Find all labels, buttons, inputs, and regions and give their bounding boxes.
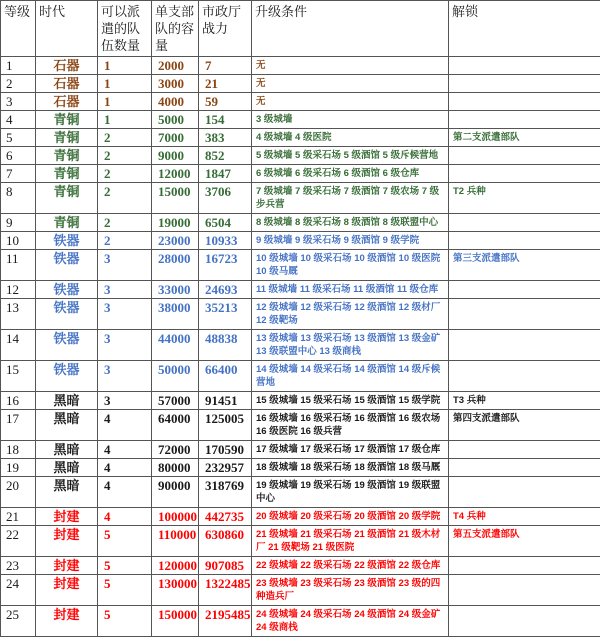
cell-troop-capacity: 100000 bbox=[152, 508, 199, 526]
cell-unlock: T3 兵种 bbox=[449, 392, 600, 410]
table-row bbox=[1, 508, 600, 526]
cell-unlock bbox=[449, 459, 600, 477]
cell-upgrade-conditions: 6 级城墙 6 级采石场 6 级酒馆 6 级仓库 bbox=[252, 165, 449, 183]
cell-era: 封建 bbox=[36, 526, 98, 557]
cell-cityhall-power: 1847 bbox=[199, 165, 252, 183]
cell-troop-capacity: 57000 bbox=[152, 392, 199, 410]
cell-upgrade-conditions: 19 级城墙 19 级采石场 19 级酒馆 19 级联盟中心 bbox=[252, 477, 449, 508]
table-row bbox=[1, 165, 600, 183]
cell-troop-count: 1 bbox=[98, 75, 152, 93]
cell-troop-count: 3 bbox=[98, 299, 152, 330]
cell-upgrade-conditions: 23 级城墙 23 级采石场 23 级酒馆 23 级的四种造兵厂 bbox=[252, 575, 449, 606]
cell-troop-count: 4 bbox=[98, 477, 152, 508]
table-row bbox=[1, 392, 600, 410]
cell-troop-count: 4 bbox=[98, 508, 152, 526]
table-body bbox=[1, 57, 600, 637]
table-row bbox=[1, 361, 600, 392]
header-cityhall-power: 市政厅战力 bbox=[199, 1, 252, 57]
cell-troop-capacity: 80000 bbox=[152, 459, 199, 477]
cell-unlock bbox=[449, 575, 600, 606]
cell-troop-capacity: 19000 bbox=[152, 214, 199, 232]
cell-unlock bbox=[449, 214, 600, 232]
table-row bbox=[1, 441, 600, 459]
cell-level: 11 bbox=[1, 250, 36, 281]
table-row bbox=[1, 526, 600, 557]
cell-upgrade-conditions: 7 级城墙 7 级采石场 7 级酒馆 7 级农场 7 级步兵营 bbox=[252, 183, 449, 214]
cell-era: 封建 bbox=[36, 557, 98, 575]
cell-unlock bbox=[449, 361, 600, 392]
cell-troop-count: 5 bbox=[98, 526, 152, 557]
cell-troop-count: 3 bbox=[98, 330, 152, 361]
cell-troop-capacity: 90000 bbox=[152, 477, 199, 508]
cell-cityhall-power: 3706 bbox=[199, 183, 252, 214]
cell-era: 黑暗 bbox=[36, 459, 98, 477]
cell-level: 21 bbox=[1, 508, 36, 526]
cell-troop-capacity: 110000 bbox=[152, 526, 199, 557]
cell-cityhall-power: 442735 bbox=[199, 508, 252, 526]
cell-troop-capacity: 4000 bbox=[152, 93, 199, 111]
cell-era: 青铜 bbox=[36, 147, 98, 165]
table-row bbox=[1, 330, 600, 361]
cell-era: 黑暗 bbox=[36, 410, 98, 441]
cell-era: 封建 bbox=[36, 575, 98, 606]
cell-troop-capacity: 120000 bbox=[152, 557, 199, 575]
header-era: 时代 bbox=[36, 1, 98, 57]
table-row bbox=[1, 93, 600, 111]
cell-troop-count: 1 bbox=[98, 93, 152, 111]
cell-unlock bbox=[449, 147, 600, 165]
cell-troop-count: 5 bbox=[98, 606, 152, 637]
cell-upgrade-conditions: 13 级城墙 13 级采石场 13 级酒馆 13 级金矿 13 级联盟中心 13 级商栈 bbox=[252, 330, 449, 361]
cell-cityhall-power: 35213 bbox=[199, 299, 252, 330]
header-level: 等级 bbox=[1, 1, 36, 57]
cell-era: 青铜 bbox=[36, 214, 98, 232]
cell-troop-count: 4 bbox=[98, 410, 152, 441]
cell-cityhall-power: 24693 bbox=[199, 281, 252, 299]
cell-unlock: T4 兵种 bbox=[449, 508, 600, 526]
cell-upgrade-conditions: 8 级城墙 8 级采石场 8 级酒馆 8 级联盟中心 bbox=[252, 214, 449, 232]
cell-troop-capacity: 44000 bbox=[152, 330, 199, 361]
table-row bbox=[1, 75, 600, 93]
cell-unlock: 第四支派遣部队 bbox=[449, 410, 600, 441]
table-row bbox=[1, 57, 600, 75]
table-row bbox=[1, 129, 600, 147]
cell-unlock bbox=[449, 93, 600, 111]
cell-upgrade-conditions: 10 级城墙 10 级采石场 10 级酒馆 10 级医院 10 级马厩 bbox=[252, 250, 449, 281]
cell-troop-capacity: 72000 bbox=[152, 441, 199, 459]
cell-unlock bbox=[449, 57, 600, 75]
cell-troop-count: 3 bbox=[98, 281, 152, 299]
cell-troop-capacity: 3000 bbox=[152, 75, 199, 93]
table-row bbox=[1, 410, 600, 441]
cell-unlock bbox=[449, 75, 600, 93]
cell-unlock bbox=[449, 441, 600, 459]
table-row bbox=[1, 459, 600, 477]
cell-era: 石器 bbox=[36, 75, 98, 93]
cell-troop-count: 5 bbox=[98, 557, 152, 575]
cell-era: 青铜 bbox=[36, 183, 98, 214]
cell-era: 铁器 bbox=[36, 250, 98, 281]
table-row bbox=[1, 299, 600, 330]
cell-level: 7 bbox=[1, 165, 36, 183]
cell-era: 铁器 bbox=[36, 281, 98, 299]
cell-troop-capacity: 2000 bbox=[152, 57, 199, 75]
cell-era: 石器 bbox=[36, 57, 98, 75]
cell-level: 2 bbox=[1, 75, 36, 93]
cell-cityhall-power: 1322485 bbox=[199, 575, 252, 606]
cell-troop-capacity: 50000 bbox=[152, 361, 199, 392]
cell-level: 17 bbox=[1, 410, 36, 441]
cell-cityhall-power: 125005 bbox=[199, 410, 252, 441]
cell-era: 封建 bbox=[36, 508, 98, 526]
cell-unlock bbox=[449, 557, 600, 575]
cell-upgrade-conditions: 15 级城墙 15 级采石场 15 级酒馆 15 级学院 bbox=[252, 392, 449, 410]
cell-level: 10 bbox=[1, 232, 36, 250]
cell-level: 23 bbox=[1, 557, 36, 575]
cell-cityhall-power: 6504 bbox=[199, 214, 252, 232]
table-row bbox=[1, 232, 600, 250]
cell-unlock bbox=[449, 299, 600, 330]
cell-troop-count: 3 bbox=[98, 250, 152, 281]
table-row bbox=[1, 250, 600, 281]
cell-upgrade-conditions: 无 bbox=[252, 93, 449, 111]
cell-upgrade-conditions: 无 bbox=[252, 75, 449, 93]
cell-unlock: T2 兵种 bbox=[449, 183, 600, 214]
cell-level: 1 bbox=[1, 57, 36, 75]
cell-level: 25 bbox=[1, 606, 36, 637]
cell-troop-capacity: 5000 bbox=[152, 111, 199, 129]
cell-upgrade-conditions: 9 级城墙 9 级采石场 9 级酒馆 9 级学院 bbox=[252, 232, 449, 250]
cell-upgrade-conditions: 5 级城墙 5 级采石场 5 级酒馆 5 级斥候营地 bbox=[252, 147, 449, 165]
cell-cityhall-power: 630860 bbox=[199, 526, 252, 557]
cell-upgrade-conditions: 14 级城墙 14 级采石场 14 级酒馆 14 级斥候营地 bbox=[252, 361, 449, 392]
cell-troop-capacity: 15000 bbox=[152, 183, 199, 214]
cell-cityhall-power: 21 bbox=[199, 75, 252, 93]
cell-cityhall-power: 16723 bbox=[199, 250, 252, 281]
table-row bbox=[1, 111, 600, 129]
cell-era: 铁器 bbox=[36, 361, 98, 392]
table-row bbox=[1, 606, 600, 637]
cell-era: 黑暗 bbox=[36, 392, 98, 410]
cell-troop-capacity: 9000 bbox=[152, 147, 199, 165]
cell-level: 5 bbox=[1, 129, 36, 147]
cell-era: 铁器 bbox=[36, 232, 98, 250]
cell-cityhall-power: 48838 bbox=[199, 330, 252, 361]
cell-troop-count: 2 bbox=[98, 183, 152, 214]
cell-troop-count: 1 bbox=[98, 57, 152, 75]
table-row bbox=[1, 214, 600, 232]
cell-era: 铁器 bbox=[36, 299, 98, 330]
table-row bbox=[1, 147, 600, 165]
header-row bbox=[1, 1, 600, 57]
cell-cityhall-power: 232957 bbox=[199, 459, 252, 477]
header-troop-count: 可以派遣的队伍数量 bbox=[98, 1, 152, 57]
cell-upgrade-conditions: 17 级城墙 17 级采石场 17 级酒馆 17 级仓库 bbox=[252, 441, 449, 459]
table-row bbox=[1, 575, 600, 606]
cell-troop-capacity: 7000 bbox=[152, 129, 199, 147]
cell-troop-capacity: 28000 bbox=[152, 250, 199, 281]
cell-unlock bbox=[449, 111, 600, 129]
cell-troop-count: 4 bbox=[98, 459, 152, 477]
cell-troop-count: 5 bbox=[98, 575, 152, 606]
cell-cityhall-power: 2195485 bbox=[199, 606, 252, 637]
table-row bbox=[1, 183, 600, 214]
cell-level: 12 bbox=[1, 281, 36, 299]
cell-upgrade-conditions: 22 级城墙 22 级采石场 22 级酒馆 22 级仓库 bbox=[252, 557, 449, 575]
cell-troop-count: 2 bbox=[98, 232, 152, 250]
cell-cityhall-power: 154 bbox=[199, 111, 252, 129]
cell-cityhall-power: 852 bbox=[199, 147, 252, 165]
cell-upgrade-conditions: 21 级城墙 21 级采石场 21 级酒馆 21 级木材厂 21 级靶场 21 级医院 bbox=[252, 526, 449, 557]
cell-unlock bbox=[449, 281, 600, 299]
cell-unlock bbox=[449, 232, 600, 250]
cell-upgrade-conditions: 20 级城墙 20 级采石场 20 级酒馆 20 级学院 bbox=[252, 508, 449, 526]
cell-unlock bbox=[449, 477, 600, 508]
cell-unlock: 第三支派遣部队 bbox=[449, 250, 600, 281]
cell-era: 青铜 bbox=[36, 129, 98, 147]
cell-unlock bbox=[449, 330, 600, 361]
cell-troop-count: 2 bbox=[98, 147, 152, 165]
header-unlock: 解锁 bbox=[449, 1, 600, 57]
cell-unlock bbox=[449, 165, 600, 183]
cell-upgrade-conditions: 无 bbox=[252, 57, 449, 75]
cell-era: 青铜 bbox=[36, 111, 98, 129]
cell-era: 石器 bbox=[36, 93, 98, 111]
cell-level: 4 bbox=[1, 111, 36, 129]
cell-era: 铁器 bbox=[36, 330, 98, 361]
table-row bbox=[1, 557, 600, 575]
cell-troop-capacity: 12000 bbox=[152, 165, 199, 183]
cell-level: 13 bbox=[1, 299, 36, 330]
header-upgrade-conditions: 升级条件 bbox=[252, 1, 449, 57]
cell-level: 15 bbox=[1, 361, 36, 392]
cell-level: 18 bbox=[1, 441, 36, 459]
cell-unlock bbox=[449, 606, 600, 637]
cell-level: 14 bbox=[1, 330, 36, 361]
cell-level: 9 bbox=[1, 214, 36, 232]
cell-troop-count: 2 bbox=[98, 129, 152, 147]
cell-upgrade-conditions: 3 级城墙 bbox=[252, 111, 449, 129]
cell-level: 3 bbox=[1, 93, 36, 111]
cell-troop-count: 4 bbox=[98, 441, 152, 459]
cell-upgrade-conditions: 11 级城墙 11 级采石场 11 级酒馆 11 级仓库 bbox=[252, 281, 449, 299]
cell-troop-capacity: 33000 bbox=[152, 281, 199, 299]
cell-troop-count: 1 bbox=[98, 111, 152, 129]
cell-upgrade-conditions: 24 级城墙 24 级采石场 24 级酒馆 24 级金矿 24 级商栈 bbox=[252, 606, 449, 637]
cell-troop-count: 2 bbox=[98, 165, 152, 183]
cell-troop-capacity: 38000 bbox=[152, 299, 199, 330]
cell-era: 黑暗 bbox=[36, 477, 98, 508]
cell-troop-count: 3 bbox=[98, 392, 152, 410]
cell-level: 16 bbox=[1, 392, 36, 410]
cell-level: 22 bbox=[1, 526, 36, 557]
cell-era: 黑暗 bbox=[36, 441, 98, 459]
cell-era: 青铜 bbox=[36, 165, 98, 183]
cell-cityhall-power: 7 bbox=[199, 57, 252, 75]
cell-troop-count: 3 bbox=[98, 361, 152, 392]
table-row bbox=[1, 477, 600, 508]
cell-troop-capacity: 150000 bbox=[152, 606, 199, 637]
cell-cityhall-power: 907085 bbox=[199, 557, 252, 575]
cell-cityhall-power: 383 bbox=[199, 129, 252, 147]
cell-cityhall-power: 66400 bbox=[199, 361, 252, 392]
cell-cityhall-power: 318769 bbox=[199, 477, 252, 508]
cell-troop-count: 2 bbox=[98, 214, 152, 232]
cell-level: 8 bbox=[1, 183, 36, 214]
cell-upgrade-conditions: 18 级城墙 18 级采石场 18 级酒馆 18 级马厩 bbox=[252, 459, 449, 477]
cell-upgrade-conditions: 12 级城墙 12 级采石场 12 级酒馆 12 级材厂 12 级靶场 bbox=[252, 299, 449, 330]
cell-cityhall-power: 170590 bbox=[199, 441, 252, 459]
cell-level: 24 bbox=[1, 575, 36, 606]
cell-troop-capacity: 130000 bbox=[152, 575, 199, 606]
cell-era: 封建 bbox=[36, 606, 98, 637]
cell-cityhall-power: 10933 bbox=[199, 232, 252, 250]
cell-cityhall-power: 91451 bbox=[199, 392, 252, 410]
table-row bbox=[1, 281, 600, 299]
cell-upgrade-conditions: 4 级城墙 4 级医院 bbox=[252, 129, 449, 147]
cell-level: 19 bbox=[1, 459, 36, 477]
cell-upgrade-conditions: 16 级城墙 16 级采石场 16 级酒馆 16 级农场 16 级医院 16 级兵营 bbox=[252, 410, 449, 441]
header-troop-capacity: 单支部队的容量 bbox=[152, 1, 199, 57]
cell-troop-capacity: 64000 bbox=[152, 410, 199, 441]
cell-level: 20 bbox=[1, 477, 36, 508]
cell-troop-capacity: 23000 bbox=[152, 232, 199, 250]
cell-unlock: 第二支派遣部队 bbox=[449, 129, 600, 147]
cell-unlock: 第五支派遣部队 bbox=[449, 526, 600, 557]
cell-cityhall-power: 59 bbox=[199, 93, 252, 111]
cell-level: 6 bbox=[1, 147, 36, 165]
